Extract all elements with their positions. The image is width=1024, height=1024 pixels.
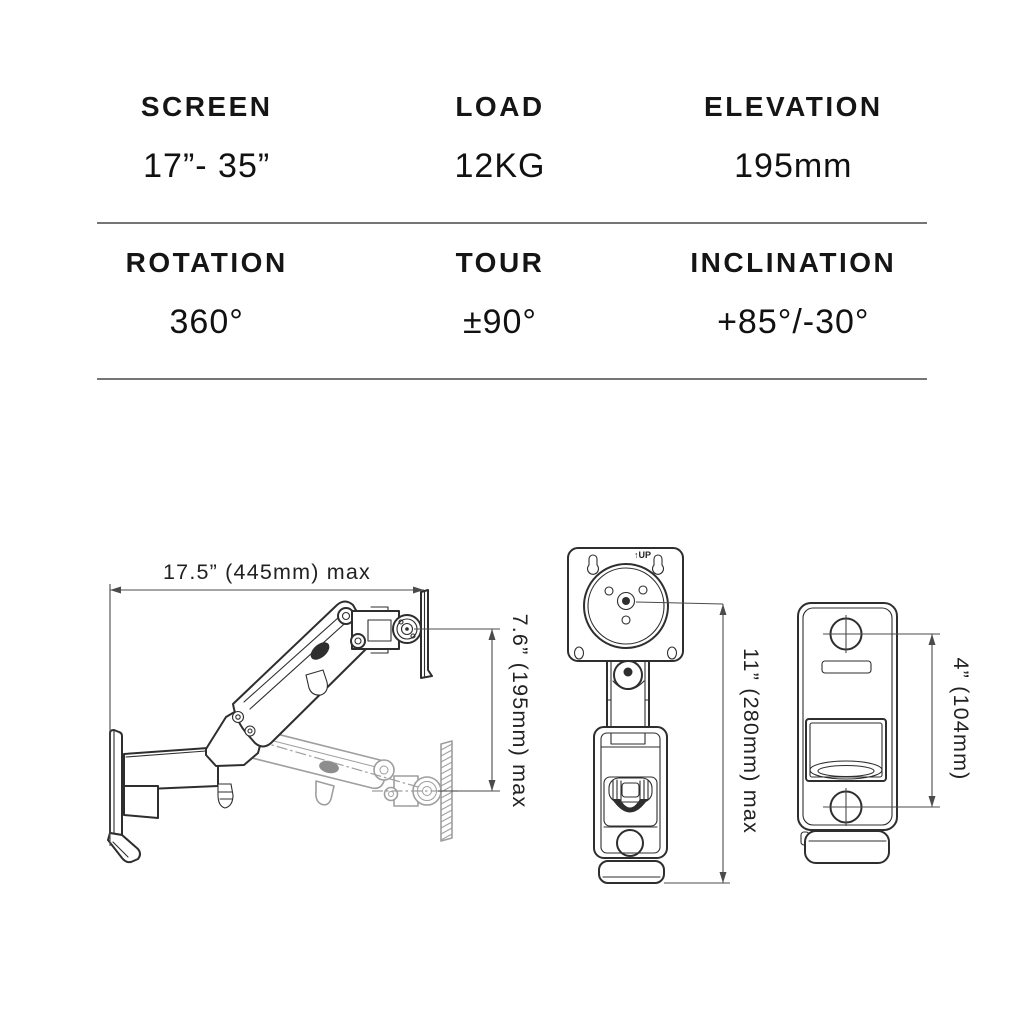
inclination-label: INCLINATION	[690, 247, 897, 278]
height-dimension-label: 11” (280mm) max	[739, 647, 763, 835]
width-dimension-label: 17.5” (445mm) max	[163, 560, 371, 584]
arm-body-front	[594, 727, 667, 883]
tour-label: TOUR	[455, 247, 545, 278]
tour-value: ±90°	[462, 303, 538, 341]
elevation-label: ELEVATION	[704, 91, 883, 122]
plate-bottom-cap	[801, 831, 889, 863]
side-view-drawing	[108, 560, 532, 862]
load-value: 12KG	[454, 147, 546, 185]
screen-value: 17”- 35”	[143, 147, 271, 185]
vesa-plate	[568, 548, 683, 661]
elevation-value: 195mm	[734, 147, 853, 185]
hole-spacing-dimension-label: 4” (104mm)	[949, 657, 973, 781]
up-direction-label: ↑UP	[634, 550, 652, 560]
load-label: LOAD	[455, 91, 545, 122]
elevation-dimension-label: 7.6” (195mm) max	[508, 613, 532, 809]
front-view-drawing	[568, 548, 763, 883]
rotation-value: 360°	[169, 303, 244, 341]
arm-lowered-ghost	[242, 728, 458, 841]
inclination-value: +85°/-30°	[717, 303, 870, 341]
wall-plate-drawing	[798, 603, 973, 863]
rotation-label: ROTATION	[125, 247, 288, 278]
screen-label: SCREEN	[140, 91, 273, 122]
